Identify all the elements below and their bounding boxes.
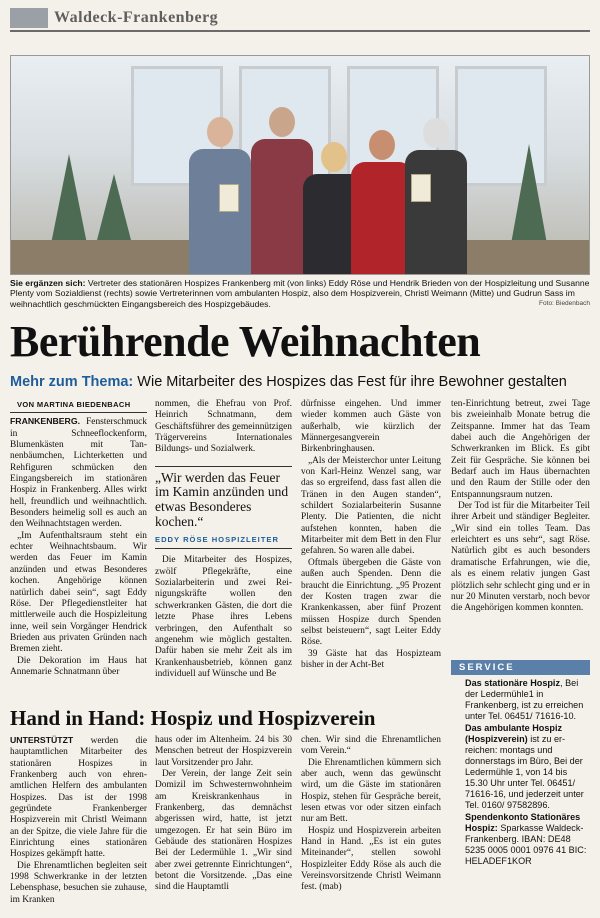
paragraph: ten-Einrichtung betreut, zwei Tage bis zweieinhalb Monate betrug die Zeitspanne. Immer hat das Team dabei auch die Angehörigen der Schwerkranken im Blick. Es gibt Zeit für Gespräche. Sie können bei Bedarf auch im Haus übernachten und den Raum der Stille oder den Entspannungsraum nutzen. [451,399,590,500]
article-column-3 [301,399,441,671]
paragraph: Die Ehrenamtlichen kümmern sich aber auch, wenn das gewünscht wird, um die Gäste im stationären Hospiz, stehen für Gespräche bereit, lesen etwas vor oder sitzen einfach nur am Bett. [301,757,441,825]
service-label: Das stationäre Hospiz [465,678,561,688]
service-label: Das ambulante Hospiz (Hospizverein) [465,723,563,744]
paragraph: Oftmals übergeben die Gäste von außen auch Spenden. Denn die braucht die Einrichtung. „95 Prozent der Kosten tragen zwar die Krankenkassen, aber fünf Prozent müssen Hospize durch Spenden selbst beisteuern“, sagt Leiter Eddy Röse. [301,557,441,648]
paragraph: „Als der Meisterchor unter Leitung von Karl-Heinz Wenzel sang, war das so ergreifend, dass fast allen die Tränen in den Augen standen“, schildert Sozialarbeiterin Susanne Plenty. Die Patienten, die nicht aufstehen konnten, haben die Mitarbeiter mit dem Bett in den Flur gefahren. So waren alle dabei. [301,455,441,557]
article-headline: Berührende Weihnachten [10,317,481,366]
dateline: FRANKENBERG. [10,416,80,427]
secondary-dateline: UNTERSTÜTZT [10,735,74,745]
photo-credit: Foto: Biedenbach [539,299,590,307]
paragraph: Die Dekoration im Haus hat Annemarie Schnatmann über [10,655,147,677]
paragraph: Die Ehrenamtlichen begleiten seit 1998 Schwerkranke in der letzten Lebensphase, besuchen sie zuhause, im Kranken [10,860,147,905]
secondary-column-1 [10,735,147,906]
caption-text: Vertreter des stationären Hospizes Frankenberg mit (von links) Eddy Röse und Hendrik Brieden von der Hospizleitung und Susanne Plenty vom Sozialdienst (rechts) sowie Vertreterinnen vom ambulanten Hospiz, also dem Hospizverein, Christl Weimann (Mitte) und Gudrun Sass im weihnachtlich geschmückten Eingangsbereich des Hospizgebäudes. [10,278,590,309]
service-title: SERVICE [451,660,590,675]
paragraph: Die Mitarbeiter des Hospizes, zwölf Pflegekräfte, eine Sozialarbeiterin und zwei Reinigungskräfte wollen den schwerkranken Gästen, die dort die letzte Phase ihres Lebens verbringen, den Aufenthalt so angenehm wie möglich gestalten. Dafür haben sie mehr Zeit als im Krankenhausbetrieb, können ganz individuell auf Wünsche und Be [155,555,292,679]
paragraph: chen. Wir sind die Ehrenamtlichen vom Verein.“ [301,735,441,757]
person-gudrun-sass [351,130,413,274]
photo-caption [10,278,590,309]
paragraph: nommen, die Ehefrau von Prof. Heinrich Schnatmann, dem Geschäftsführer des gemeinnützigen Trägervereins Internationales Bildungs- und Sozialwerk. [155,399,292,455]
paragraph: 39 Gäste hat das Hospizteam bisher in der Acht-Bet [301,648,441,670]
service-text: , Bei der Ledermühle1 in Frankenberg, ist zu erreichen unter Tel. 06451/ 71616-10. [465,678,584,721]
pull-quote [155,466,292,550]
pull-quote-source: EDDY RÖSE HOSPIZLEITER [155,534,292,549]
article-column-4 [451,399,590,615]
service-text: Sparkasse Waldeck-Frankenberg. IBAN: DE48 5235 0005 0001 0976 41 BIC: HELADEF1KOR [465,823,587,866]
paragraph: Der Verein, der lange Zeit sein Domizil im Schwesternwohnheim am Kreiskrankenhaus in Frankenberg, das demnächst abgerissen wird, hatte, ist jetzt umgezogen. Er hat sein Büro im Gebäude des stationären Hospizes Bei der Ledermühle 1. „Wir sind aber zwei getrennte Einrichtungen“, betont die Vorsitzende. „Das eine sind die Hauptamtli [155,769,292,893]
subhead-kicker: Mehr zum Thema: [10,374,134,390]
paragraph: werden die hauptamtlichen Mitarbeiter des stationären Hospizes in Frankenberg auch von ehrenamtlichen Helfern des ambulanten Hospizes. Das ist der 1998 gegründete Frankenberger Hospizverein mit Christl Weimann an der Spitze, die viele Jahre für die Einrichtung eines stationären Hospizes gekämpft hatte. [10,736,148,860]
section-bar [10,8,48,28]
paragraph: Fensterschmuck in Schneeflockenform, Blumenkästen mit Tannenbäumchen, Lichterketten und Rehfiguren schmücken den Eingangsbereich im stationären Hospiz in Frankenberg. Alles wirkt hell, freundlich und weihnachtlich. Besonders heimelig soll es auch an den Weihnachtstagen werden. [10,417,147,530]
section-title: Waldeck-Frankenberg [54,9,219,26]
secondary-column-3 [301,735,441,894]
christmas-tree-icon [51,154,87,244]
christmas-tree-icon [511,144,547,244]
service-label: Spendenkonto Stationäres Hospiz: [465,812,581,833]
section-header [10,6,590,32]
article-subhead [10,374,590,390]
service-box [451,660,590,918]
christmas-tree-icon [96,174,132,244]
subhead-text: Wie Mitarbeiter des Hospizes das Fest für ihre Bewohner gestalten [137,374,567,390]
pull-quote-text: „Wir werden das Feuer im Kamin anzünden und etwas Besonderes kochen.“ [155,469,289,529]
service-text: ist zu erreichen: montags und donnerstags im Büro, Bei der Ledermühle 1, von 14 bis 15.30 Uhr unter Tel. 06451/ 71616-16, und jederzeit unter Tel. 0160/ 97582896. [465,734,584,810]
paragraph: dürfnisse eingehen. Und immer wieder kommen auch Gäste von außerhalb, wie kürzlich der Männergesangverein Birkenbringhausen. [301,399,441,455]
article-column-2 [155,399,292,680]
caption-lead: Sie ergänzen sich: [10,278,86,288]
service-body [451,675,590,867]
flyer [411,174,431,202]
article-photo [10,55,590,275]
article-column-1 [10,399,147,678]
paragraph: Hospiz und Hospizverein arbeiten Hand in Hand. „Es ist ein gutes Miteinander“, stellen sowohl Hospizleiter Eddy Röse als auch die Vereinsvorsitzende Christl Weimann fest. (mab) [301,825,441,893]
secondary-column-2 [155,735,292,894]
byline: VON MARTINA BIEDENBACH [10,399,147,413]
paragraph: „Im Aufenthaltsraum steht ein echter Weihnachtsbaum. Wir werden das Feuer im Kamin anzünden und etwas Besonderes kochen. Angehörige können natürlich dabei sein“, sagt Eddy Röse. Der Pflegedienstleiter hat mittlerweile auch die Hospizleitung inne, weil sein Vorgänger Hendrick Brieden aus privaten Gründen nach Bremen zieht. [10,530,147,655]
paragraph: haus oder im Altenheim. 24 bis 30 Menschen betreut der Hospizverein laut Vorsitzender pro Jahr. [155,735,292,768]
secondary-headline: Hand in Hand: Hospiz und Hospizverein [10,706,376,730]
flyer [219,184,239,212]
paragraph: Der Tod ist für die Mitarbeiter Teil ihrer Arbeit und ständiger Begleiter. „Wir sind ein tolles Team. Das erleichtert es uns sehr“, sagt Röse. Natürlich gibt es auch besonders dramatische Erfahrungen, wie die, als es einem relativ jungen Gast plötzlich sehr schlecht ging und er in nur 20 Minuten verstarb, noch bevor die Angehörigen kommen konnten. [451,501,590,614]
